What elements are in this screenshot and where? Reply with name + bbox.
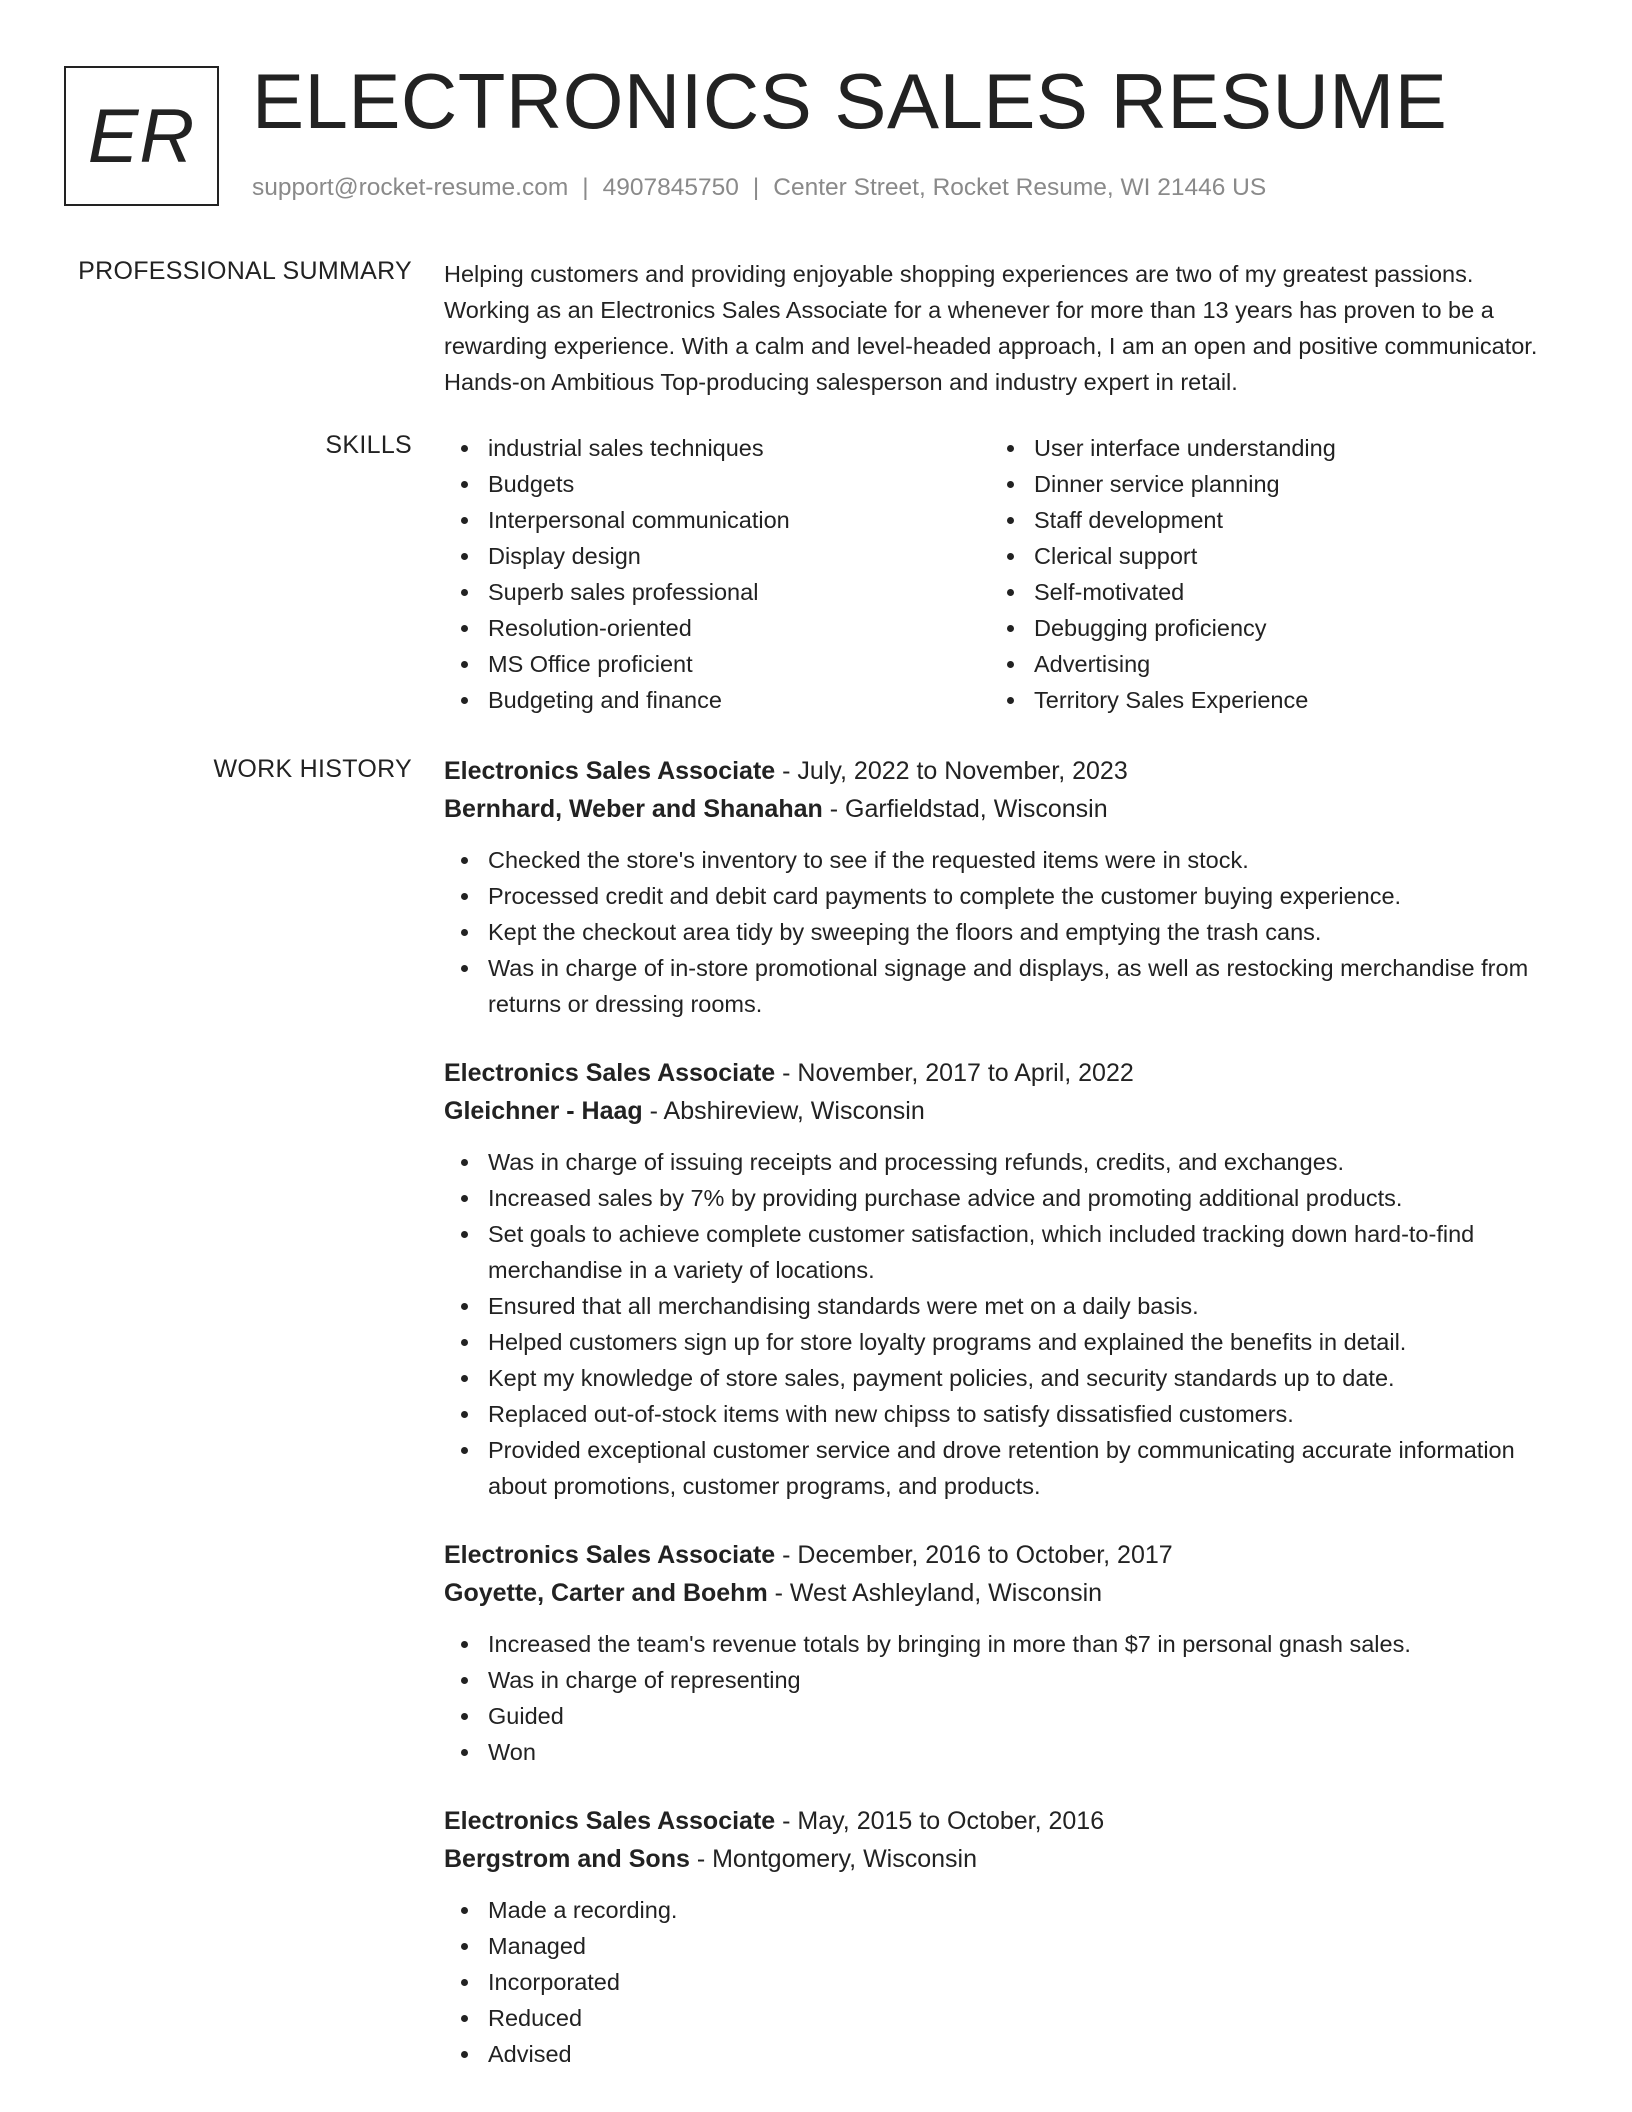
skills-heading: SKILLS <box>325 431 412 459</box>
skill-item: Self-motivated <box>990 574 1536 610</box>
job-bullet-list <box>444 842 1544 1022</box>
job-title-line <box>444 1802 1544 1840</box>
job-company-line <box>444 1840 1544 1878</box>
job-dates: - July, 2022 to November, 2023 <box>782 757 1128 785</box>
resume-title: ELECTRONICS SALES RESUME <box>252 57 1448 145</box>
summary-heading: PROFESSIONAL SUMMARY <box>78 257 412 285</box>
skills-list-left <box>444 430 990 718</box>
contact-phone: 4907845750 <box>602 174 739 201</box>
skill-item: Staff development <box>990 502 1536 538</box>
job-location: - Abshireview, Wisconsin <box>649 1097 925 1125</box>
summary-body <box>444 256 1544 400</box>
job-bullet-list <box>444 1144 1544 1504</box>
skills-columns <box>444 430 1544 718</box>
work-history-body <box>444 752 1544 2104</box>
job-title: Electronics Sales Associate <box>444 1807 776 1835</box>
job-entry <box>444 1536 1544 1770</box>
contact-separator: | <box>752 174 760 201</box>
skill-item: Clerical support <box>990 538 1536 574</box>
job-location: - Garfieldstad, Wisconsin <box>829 795 1108 823</box>
job-company-line <box>444 790 1544 828</box>
job-bullet: Kept the checkout area tidy by sweeping the floors and emptying the trash cans. <box>444 914 1544 950</box>
job-company: Bergstrom and Sons <box>444 1845 690 1873</box>
job-bullet: Ensured that all merchandising standards were met on a daily basis. <box>444 1288 1544 1324</box>
job-bullet: Was in charge of in-store promotional signage and displays, as well as restocking merchandise from returns or dressing rooms. <box>444 950 1544 1022</box>
job-title-line <box>444 1536 1544 1574</box>
skill-item: Display design <box>444 538 990 574</box>
job-bullet: Increased sales by 7% by providing purchase advice and promoting additional products. <box>444 1180 1544 1216</box>
job-bullet-list <box>444 1892 1544 2072</box>
skill-item: Resolution-oriented <box>444 610 990 646</box>
job-bullet: Made a recording. <box>444 1892 1544 1928</box>
job-bullet: Provided exceptional customer service and drove retention by communicating accurate information about promotions, customer programs, and products. <box>444 1432 1544 1504</box>
job-company-line <box>444 1092 1544 1130</box>
job-bullet: Processed credit and debit card payments to complete the customer buying experience. <box>444 878 1544 914</box>
contact-line <box>252 174 1266 202</box>
skill-item: Superb sales professional <box>444 574 990 610</box>
job-title-line <box>444 1054 1544 1092</box>
job-bullet: Reduced <box>444 2000 1544 2036</box>
job-company-line <box>444 1574 1544 1612</box>
job-entry <box>444 1802 1544 2072</box>
job-company: Gleichner - Haag <box>444 1097 643 1125</box>
job-dates: - November, 2017 to April, 2022 <box>782 1059 1134 1087</box>
skill-item: Debugging proficiency <box>990 610 1536 646</box>
skill-item: MS Office proficient <box>444 646 990 682</box>
job-location: - West Ashleyland, Wisconsin <box>774 1579 1103 1607</box>
skills-list-right <box>990 430 1536 718</box>
job-bullet: Increased the team's revenue totals by bringing in more than $7 in personal gnash sales. <box>444 1626 1544 1662</box>
job-bullet: Managed <box>444 1928 1544 1964</box>
skill-item: Budgeting and finance <box>444 682 990 718</box>
skill-item: Dinner service planning <box>990 466 1536 502</box>
skill-item: industrial sales techniques <box>444 430 990 466</box>
monogram-box <box>64 66 219 206</box>
job-bullet: Helped customers sign up for store loyalty programs and explained the benefits in detail. <box>444 1324 1544 1360</box>
skill-item: Territory Sales Experience <box>990 682 1536 718</box>
skill-item: Advertising <box>990 646 1536 682</box>
job-location: - Montgomery, Wisconsin <box>696 1845 977 1873</box>
job-dates: - May, 2015 to October, 2016 <box>782 1807 1105 1835</box>
work-history-heading: WORK HISTORY <box>213 755 412 783</box>
skill-item: Interpersonal communication <box>444 502 990 538</box>
skill-item: User interface understanding <box>990 430 1536 466</box>
job-company: Bernhard, Weber and Shanahan <box>444 795 823 823</box>
job-entry <box>444 752 1544 1022</box>
contact-email: support@rocket-resume.com <box>252 174 569 201</box>
skills-body <box>444 430 1544 718</box>
job-bullet: Was in charge of representing <box>444 1662 1544 1698</box>
monogram-initials: ER <box>87 93 196 179</box>
job-bullet: Replaced out-of-stock items with new chipss to satisfy dissatisfied customers. <box>444 1396 1544 1432</box>
job-bullet: Incorporated <box>444 1964 1544 2000</box>
job-bullet: Set goals to achieve complete customer satisfaction, which included tracking down hard-to-find merchandise in a variety of locations. <box>444 1216 1544 1288</box>
contact-separator: | <box>582 174 589 201</box>
job-title-line <box>444 752 1544 790</box>
job-dates: - December, 2016 to October, 2017 <box>782 1541 1173 1569</box>
job-bullet-list <box>444 1626 1544 1770</box>
job-bullet: Advised <box>444 2036 1544 2072</box>
job-company: Goyette, Carter and Boehm <box>444 1579 768 1607</box>
job-bullet: Won <box>444 1734 1544 1770</box>
job-bullet: Guided <box>444 1698 1544 1734</box>
job-title: Electronics Sales Associate <box>444 757 776 785</box>
job-bullet: Checked the store's inventory to see if the requested items were in stock. <box>444 842 1544 878</box>
job-bullet: Kept my knowledge of store sales, payment policies, and security standards up to date. <box>444 1360 1544 1396</box>
job-entry <box>444 1054 1544 1504</box>
job-title: Electronics Sales Associate <box>444 1541 776 1569</box>
job-title: Electronics Sales Associate <box>444 1059 776 1087</box>
job-bullet: Was in charge of issuing receipts and processing refunds, credits, and exchanges. <box>444 1144 1544 1180</box>
contact-address: Center Street, Rocket Resume, WI 21446 US <box>773 174 1267 201</box>
skill-item: Budgets <box>444 466 990 502</box>
summary-text: Helping customers and providing enjoyable shopping experiences are two of my greatest passions. Working as an Electronics Sales Associate for a whenever for more than 13 years has proven to be a rewarding experience. With a calm and level-headed approach, I am an open and positive communicator. Hands-on Ambitious Top-producing salesperson and industry expert in retail. <box>444 261 1538 395</box>
